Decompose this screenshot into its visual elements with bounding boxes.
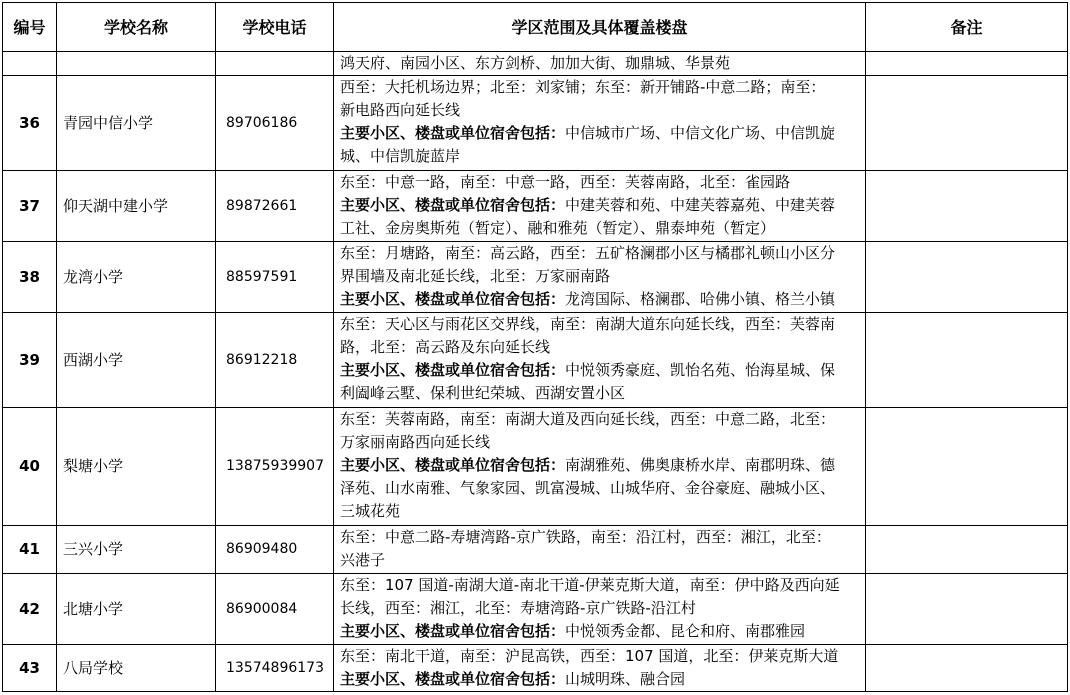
school-phone: 13574896173 bbox=[216, 645, 334, 692]
scope-line bbox=[340, 645, 859, 668]
scope-text: 西至：大托机场边界；北至：刘家铺；东至：新开铺路-中意二路；南至： bbox=[340, 78, 826, 96]
table-row bbox=[3, 526, 1068, 574]
district-scope bbox=[334, 52, 866, 76]
scope-text: 三城花苑 bbox=[340, 502, 401, 520]
school-name: 北塘小学 bbox=[57, 574, 216, 645]
school-phone: 13875939907 bbox=[216, 408, 334, 526]
scope-text: 中建芙蓉和苑、中建芙蓉嘉苑、中建芙蓉 bbox=[565, 196, 836, 214]
scope-text: 东至：芙蓉南路，南至：南湖大道及西向延长线，西至：中意二路，北至： bbox=[340, 410, 836, 428]
district-scope bbox=[334, 408, 866, 526]
header-school-phone: 学校电话 bbox=[216, 3, 334, 52]
scope-line bbox=[340, 500, 859, 523]
scope-line bbox=[340, 620, 859, 643]
coverage-label: 主要小区、楼盘或单位宿舍包括： bbox=[340, 290, 566, 308]
scope-text: 长线，西至：湘江，北至：寿塘湾路-京广铁路-沿江村 bbox=[340, 599, 696, 617]
school-number: 38 bbox=[3, 242, 57, 313]
remarks-cell bbox=[866, 76, 1068, 171]
scope-text: 龙湾国际、格澜郡、哈佛小镇、格兰小镇 bbox=[565, 290, 836, 308]
scope-line bbox=[340, 288, 859, 311]
scope-line bbox=[340, 265, 859, 288]
scope-text: 东至：南北干道，南至：沪昆高铁，西至：107 国道，北至：伊莱克斯大道 bbox=[340, 647, 839, 665]
remarks-cell bbox=[866, 313, 1068, 408]
district-scope bbox=[334, 574, 866, 645]
district-scope bbox=[334, 645, 866, 692]
scope-line bbox=[340, 194, 859, 217]
scope-line bbox=[340, 122, 859, 145]
table-row bbox=[3, 313, 1068, 408]
school-name: 青园中信小学 bbox=[57, 76, 216, 171]
header-district-scope: 学区范围及具体覆盖楼盘 bbox=[334, 3, 866, 52]
school-phone: 89706186 bbox=[216, 76, 334, 171]
scope-line bbox=[340, 171, 859, 194]
scope-text: 泽苑、山水南雅、气象家园、凯富漫城、山城华府、金谷豪庭、融城小区、 bbox=[340, 479, 836, 497]
school-phone bbox=[216, 52, 334, 76]
scope-text: 东至：中意一路，南至：中意一路，西至：芙蓉南路，北至：雀园路 bbox=[340, 173, 791, 191]
scope-text: 利阖峰云墅、保利世纪荣城、西湖安置小区 bbox=[340, 384, 626, 402]
school-phone: 86909480 bbox=[216, 526, 334, 574]
table-row bbox=[3, 408, 1068, 526]
scope-text: 中悦领秀豪庭、凯怡名苑、怡海星城、保 bbox=[565, 361, 836, 379]
table-body bbox=[3, 52, 1068, 692]
scope-line bbox=[340, 242, 859, 265]
scope-line bbox=[340, 668, 859, 691]
scope-line bbox=[340, 52, 859, 75]
scope-text: 东至：月塘路，南至：高云路，西至：五矿格澜郡小区与橘郡礼顿山小区分 bbox=[340, 244, 836, 262]
header-school-name: 学校名称 bbox=[57, 3, 216, 52]
remarks-cell bbox=[866, 171, 1068, 242]
scope-text: 路，北至：高云路及东向延长线 bbox=[340, 338, 551, 356]
remarks-cell bbox=[866, 645, 1068, 692]
scope-line bbox=[340, 145, 859, 168]
school-name bbox=[57, 52, 216, 76]
scope-text: 兴港子 bbox=[340, 551, 386, 569]
scope-line bbox=[340, 313, 859, 336]
school-number: 37 bbox=[3, 171, 57, 242]
header-number: 编号 bbox=[3, 3, 57, 52]
remarks-cell bbox=[866, 526, 1068, 574]
school-number: 36 bbox=[3, 76, 57, 171]
school-name: 梨塘小学 bbox=[57, 408, 216, 526]
scope-text: 中信城市广场、中信文化广场、中信凯旋 bbox=[565, 124, 836, 142]
coverage-label: 主要小区、楼盘或单位宿舍包括： bbox=[340, 361, 566, 379]
scope-text: 界围墙及南北延长线，北至：万家丽南路 bbox=[340, 267, 611, 285]
scope-text: 南湖雅苑、佛奥康桥水岸、南郡明珠、德 bbox=[565, 456, 836, 474]
scope-line bbox=[340, 477, 859, 500]
table-row bbox=[3, 76, 1068, 171]
scope-line bbox=[340, 217, 859, 240]
scope-text: 万家丽南路西向延长线 bbox=[340, 433, 491, 451]
district-scope bbox=[334, 171, 866, 242]
table-row bbox=[3, 242, 1068, 313]
remarks-cell bbox=[866, 408, 1068, 526]
school-number: 41 bbox=[3, 526, 57, 574]
school-name: 三兴小学 bbox=[57, 526, 216, 574]
scope-line bbox=[340, 408, 859, 431]
coverage-label: 主要小区、楼盘或单位宿舍包括： bbox=[340, 670, 566, 688]
scope-line bbox=[340, 431, 859, 454]
coverage-label: 主要小区、楼盘或单位宿舍包括： bbox=[340, 196, 566, 214]
school-number: 42 bbox=[3, 574, 57, 645]
scope-line bbox=[340, 526, 859, 549]
scope-text: 东至：中意二路-寿塘湾路-京广铁路，南至：沿江村，西至：湘江，北至： bbox=[340, 528, 831, 546]
school-name: 八局学校 bbox=[57, 645, 216, 692]
scope-text: 新电路西向延长线 bbox=[340, 101, 461, 119]
table-row bbox=[3, 574, 1068, 645]
school-phone: 89872661 bbox=[216, 171, 334, 242]
remarks-cell bbox=[866, 242, 1068, 313]
header-remarks: 备注 bbox=[866, 3, 1068, 52]
scope-line bbox=[340, 597, 859, 620]
scope-text: 山城明珠、融合园 bbox=[565, 670, 686, 688]
coverage-label: 主要小区、楼盘或单位宿舍包括： bbox=[340, 124, 566, 142]
scope-line bbox=[340, 99, 859, 122]
table-header-row bbox=[3, 3, 1068, 52]
scope-line bbox=[340, 382, 859, 405]
table-row bbox=[3, 645, 1068, 692]
school-phone: 86900084 bbox=[216, 574, 334, 645]
school-district-table bbox=[2, 2, 1068, 692]
school-number: 39 bbox=[3, 313, 57, 408]
district-scope bbox=[334, 242, 866, 313]
scope-line bbox=[340, 454, 859, 477]
scope-text: 东至：107 国道-南湖大道-南北干道-伊莱克斯大道，南至：伊中路及西向延 bbox=[340, 576, 840, 594]
remarks-cell bbox=[866, 52, 1068, 76]
scope-line bbox=[340, 76, 859, 99]
scope-text: 中悦领秀金都、昆仑和府、南郡雅园 bbox=[565, 622, 806, 640]
school-name: 龙湾小学 bbox=[57, 242, 216, 313]
district-scope bbox=[334, 313, 866, 408]
school-name: 西湖小学 bbox=[57, 313, 216, 408]
district-scope bbox=[334, 526, 866, 574]
scope-text: 鸿天府、南园小区、东方剑桥、加加大街、珈鼎城、华景苑 bbox=[340, 54, 731, 72]
coverage-label: 主要小区、楼盘或单位宿舍包括： bbox=[340, 622, 566, 640]
school-number: 40 bbox=[3, 408, 57, 526]
district-scope bbox=[334, 76, 866, 171]
school-number: 43 bbox=[3, 645, 57, 692]
table-row bbox=[3, 171, 1068, 242]
coverage-label: 主要小区、楼盘或单位宿舍包括： bbox=[340, 456, 566, 474]
scope-line bbox=[340, 549, 859, 572]
scope-text: 东至：天心区与雨花区交界线，南至：南湖大道东向延长线，西至：芙蓉南 bbox=[340, 315, 836, 333]
table-row bbox=[3, 52, 1068, 76]
scope-text: 工社、金房奥斯苑（暂定）、融和雅苑（暂定）、鼎泰坤苑（暂定） bbox=[340, 219, 776, 237]
remarks-cell bbox=[866, 574, 1068, 645]
scope-text: 城、中信凯旋蓝岸 bbox=[340, 147, 461, 165]
school-name: 仰天湖中建小学 bbox=[57, 171, 216, 242]
school-phone: 88597591 bbox=[216, 242, 334, 313]
scope-line bbox=[340, 359, 859, 382]
scope-line bbox=[340, 336, 859, 359]
school-phone: 86912218 bbox=[216, 313, 334, 408]
school-number bbox=[3, 52, 57, 76]
scope-line bbox=[340, 574, 859, 597]
